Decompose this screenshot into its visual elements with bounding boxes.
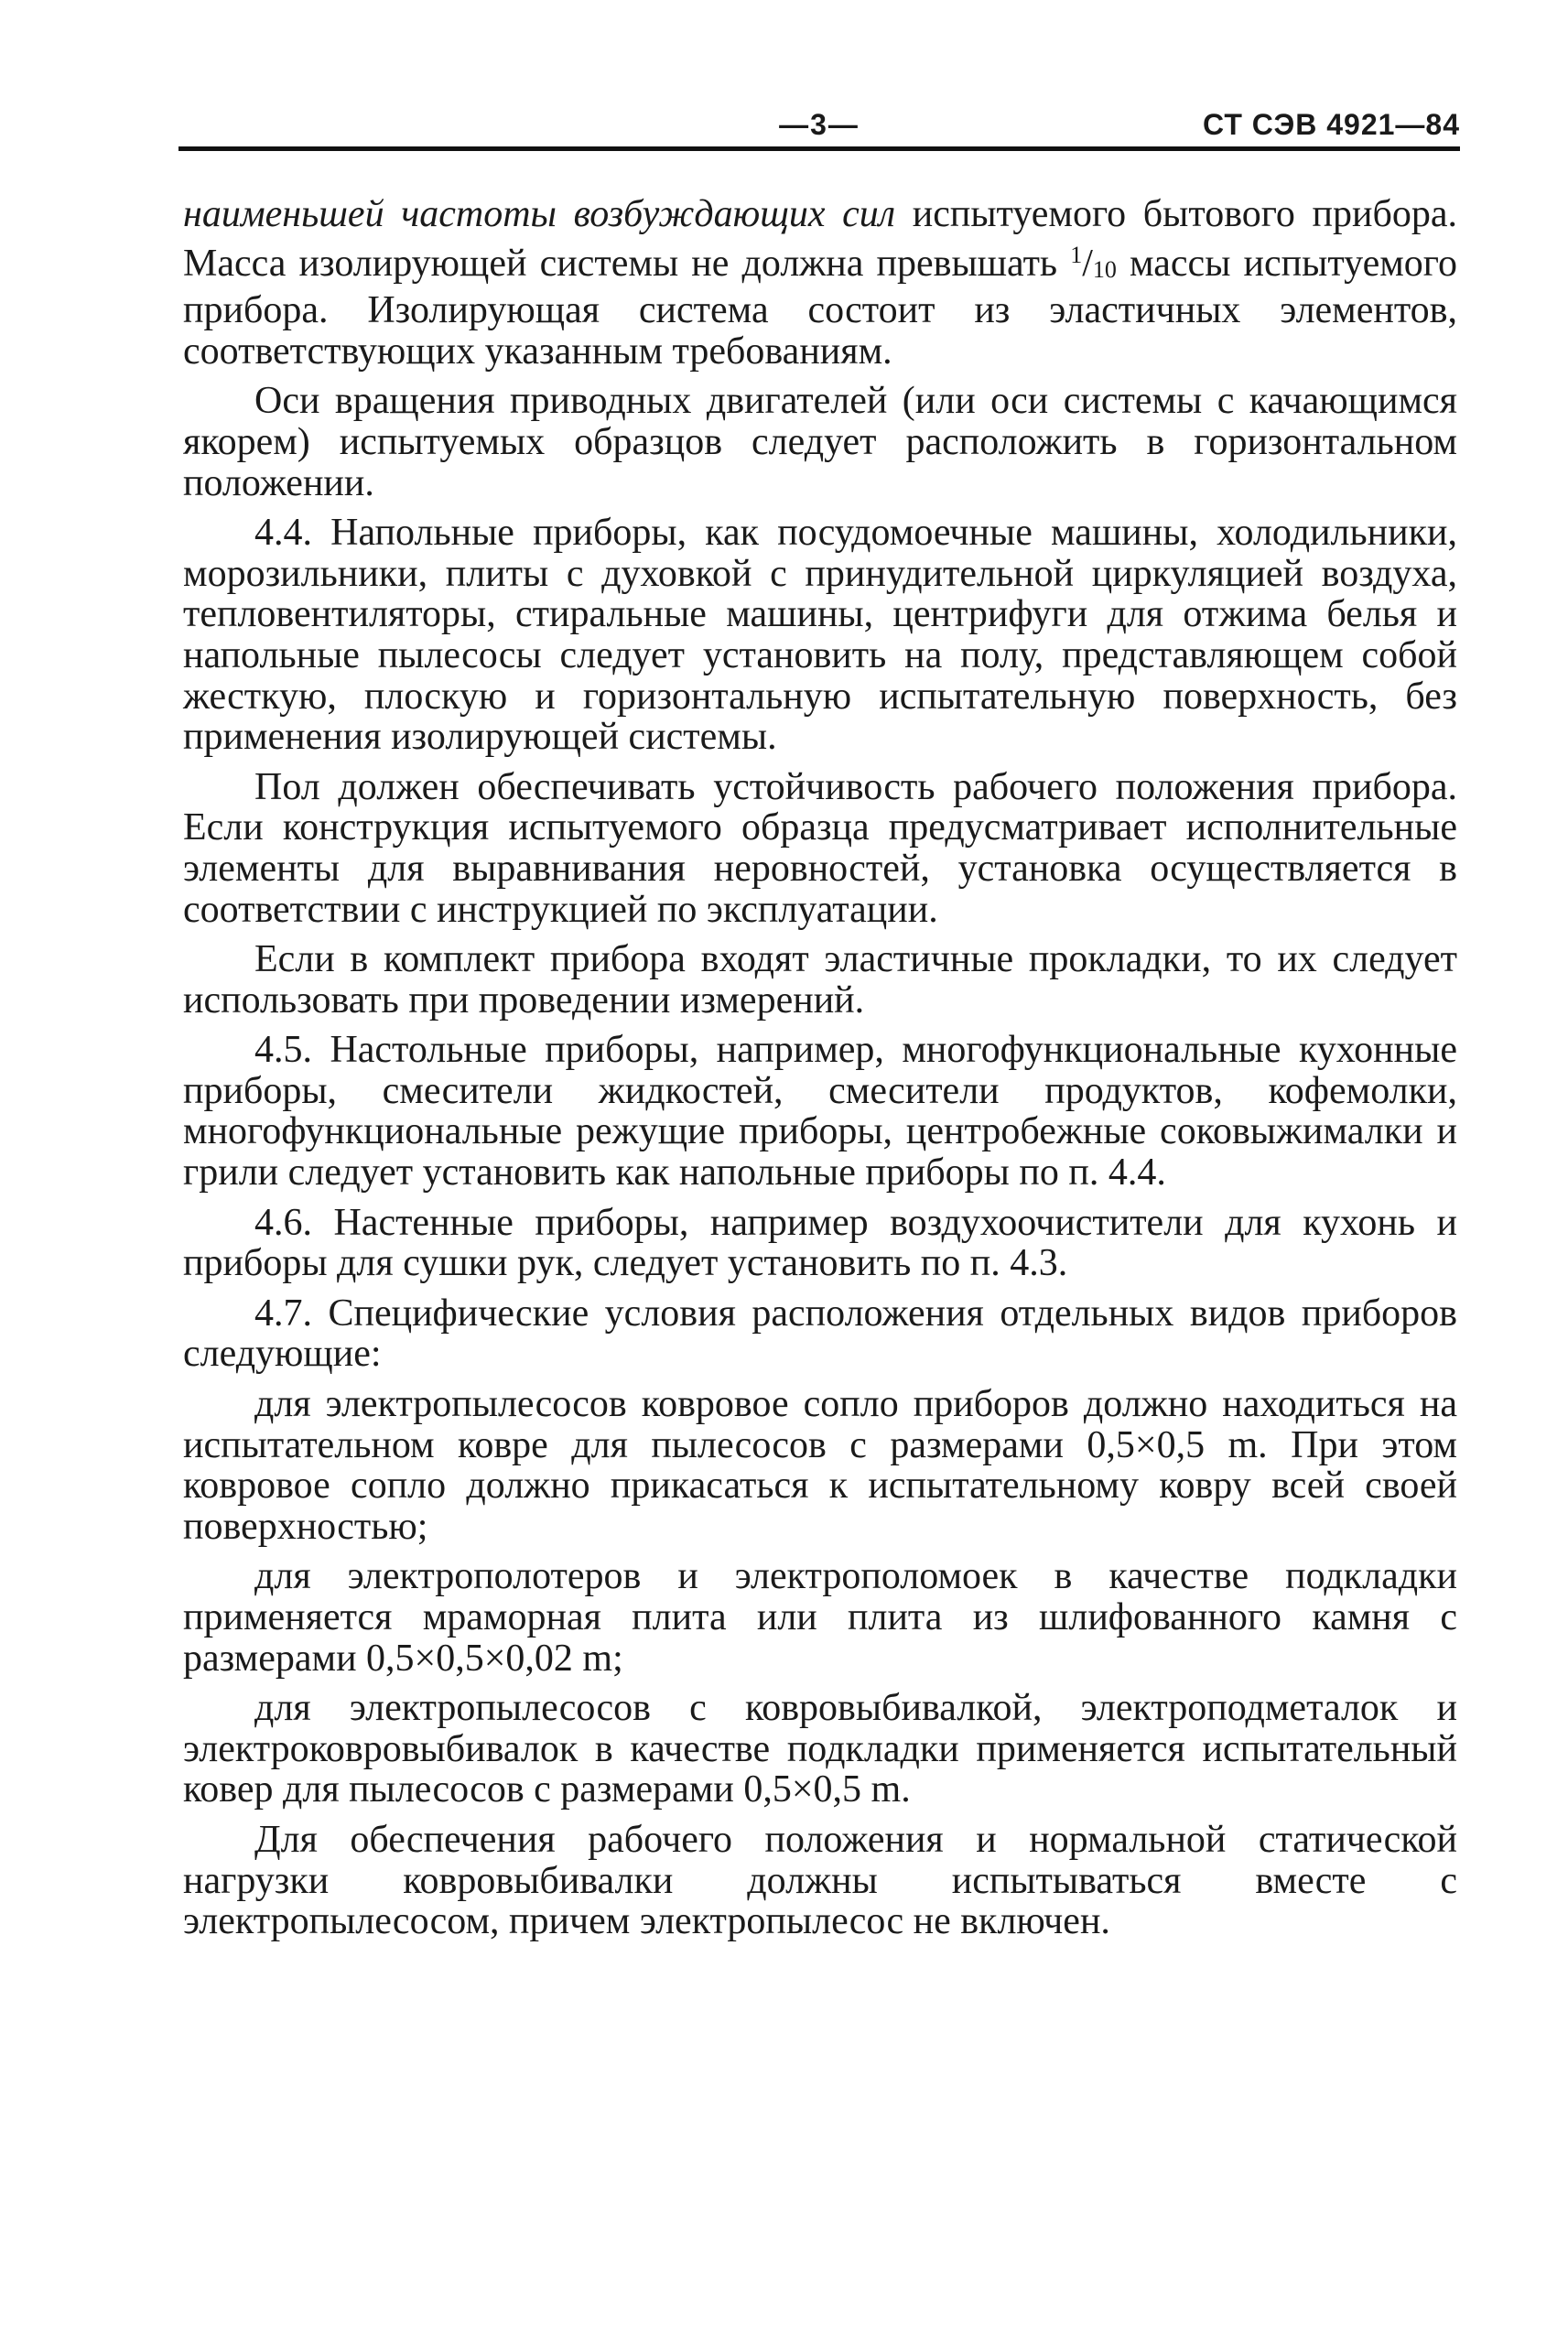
paragraph: Оси вращения приводных двигателей (или оси системы с качающимся якорем) испытуемых образцов следует расположить в горизонтальном положении. [183, 380, 1457, 504]
fraction-denominator: 10 [1092, 255, 1117, 283]
paragraph: Для обеспечения рабочего положения и нормальной статической нагрузки ковровыбивалки должны испытываться вместе с электропылесосом, причем электропылесос не включен. [183, 1818, 1457, 1943]
document-id: СТ СЭВ 4921—84 [1203, 108, 1460, 141]
paragraph-text: массы испытуемого прибора. Изолирующая система состоит из эластичных элементов, соответствующих указанным требованиям. [183, 242, 1457, 373]
clause-4-4: 4.4. Напольные приборы, как посудомоечные машины, холодильники, морозильники, плиты с духовкой с принудительной циркуляцией воздуха, тепловентиляторы, стиральные машины, центрифуги для отжима белья и напольные пылесосы следует установить на полу, представляющем собой жесткую, плоскую и горизонтальную испытательную поверхность, без применения изолирующей системы. [183, 512, 1457, 759]
clause-4-7: 4.7. Специфические условия расположения отдельных видов приборов следующие: [183, 1292, 1457, 1376]
paragraph: Если в комплект прибора входят эластичные прокладки, то их следует использовать при проведении измерений. [183, 938, 1457, 1022]
fraction-numerator: 1 [1070, 241, 1083, 268]
list-item: для электрополотеров и электрополомоек в качестве подкладки применяется мраморная плита или плита из шлифованного камня с размерами 0,5×0,5×0,02 m; [183, 1555, 1457, 1680]
page-header [178, 108, 1460, 150]
paragraph-continuation [183, 194, 1457, 372]
clause-4-6: 4.6. Настенные приборы, например воздухоочистители для кухонь и приборы для сушки рук, следует установить по п. 4.3. [183, 1201, 1457, 1285]
paragraph: Пол должен обеспечивать устойчивость рабочего положения прибора. Если конструкция испытуемого образца предусматривает исполнительные элементы для выравнивания неровностей, установка осуществляется в соответствии с инструкцией по эксплуатации. [183, 765, 1457, 931]
italic-phrase: наименьшей частоты возбуждающих сил [183, 193, 896, 235]
text-body [183, 194, 1457, 1951]
fraction-slash: / [1082, 242, 1093, 285]
paragraph-text: испытуемого бытового прибора. Масса изолирующей системы не должна превышать [183, 193, 1457, 285]
list-item: для электропылесосов ковровое сопло приборов должно находиться на испытательном ковре для пылесосов с размерами 0,5×0,5 m. При этом ковровое сопло должно прикасаться к испытательному ковру всей своей поверхностью; [183, 1383, 1457, 1548]
page-number: —3— [779, 108, 860, 141]
clause-4-5: 4.5. Настольные приборы, например, многофункциональные кухонные приборы, смесители жидкостей, смесители продуктов, кофемолки, многофункциональные режущие приборы, центробежные соковыжималки и грили следует установить как напольные приборы по п. 4.4. [183, 1029, 1457, 1195]
header-rule [178, 146, 1460, 151]
list-item: для электропылесосов с ковровыбивалкой, электроподметалок и электроковровыбивалок в качестве подкладки применяется испытательный ковер для пылесосов с размерами 0,5×0,5 m. [183, 1687, 1457, 1811]
